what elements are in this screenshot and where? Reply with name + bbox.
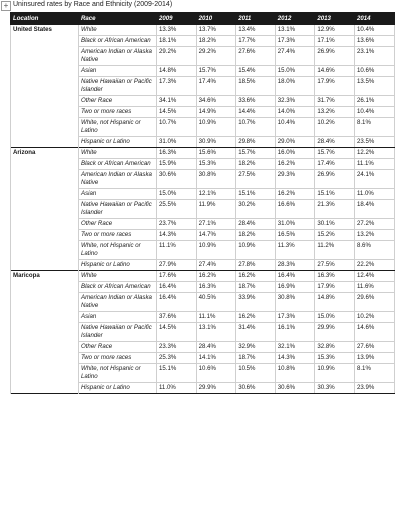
rate-cell: 23.1% — [354, 47, 394, 66]
rate-cell: 30.2% — [236, 200, 276, 219]
rate-cell: 13.2% — [315, 107, 355, 118]
rate-cell: 34.1% — [157, 96, 197, 107]
rate-cell: 16.0% — [275, 148, 315, 159]
rate-cell: 13.1% — [196, 323, 236, 342]
rate-cell: 10.2% — [315, 118, 355, 137]
rate-cell: 32.1% — [275, 342, 315, 353]
rate-cell: 11.6% — [354, 282, 394, 293]
header-year: 2014 — [354, 13, 394, 25]
rate-cell: 28.3% — [275, 260, 315, 271]
rate-cell: 14.8% — [157, 66, 197, 77]
race-cell: Asian — [79, 189, 157, 200]
rate-cell: 27.9% — [157, 260, 197, 271]
rate-cell: 17.4% — [315, 159, 355, 170]
rate-cell: 15.4% — [236, 66, 276, 77]
rate-cell: 17.9% — [315, 282, 355, 293]
rate-cell: 13.9% — [354, 353, 394, 364]
rate-cell: 10.9% — [315, 364, 355, 383]
race-cell: American Indian or Alaska Native — [79, 47, 157, 66]
rate-cell: 28.4% — [196, 342, 236, 353]
rate-cell: 32.8% — [315, 342, 355, 353]
rate-cell: 11.1% — [196, 312, 236, 323]
rate-cell: 15.6% — [196, 148, 236, 159]
rate-cell: 16.3% — [315, 271, 355, 282]
header-year: 2012 — [275, 13, 315, 25]
table-move-handle[interactable]: + — [1, 1, 11, 11]
rate-cell: 27.6% — [354, 342, 394, 353]
rate-cell: 10.5% — [236, 364, 276, 383]
rate-cell: 10.2% — [354, 312, 394, 323]
rate-cell: 13.3% — [157, 25, 197, 36]
rate-cell: 15.1% — [157, 364, 197, 383]
rate-cell: 12.1% — [196, 189, 236, 200]
rate-cell: 31.4% — [236, 323, 276, 342]
rate-cell: 26.9% — [315, 170, 355, 189]
rate-cell: 10.6% — [354, 66, 394, 77]
rate-cell: 17.3% — [275, 312, 315, 323]
rate-cell: 16.9% — [275, 282, 315, 293]
table-header — [11, 13, 395, 25]
race-cell: American Indian or Alaska Native — [79, 170, 157, 189]
race-cell: Native Hawaiian or Pacific Islander — [79, 200, 157, 219]
rate-cell: 21.3% — [315, 200, 355, 219]
rate-cell: 17.1% — [315, 36, 355, 47]
rate-cell: 23.9% — [354, 383, 394, 394]
rate-cell: 27.1% — [196, 219, 236, 230]
race-cell: White — [79, 271, 157, 282]
rate-cell: 24.1% — [354, 170, 394, 189]
rate-cell: 17.7% — [236, 36, 276, 47]
rate-cell: 27.4% — [196, 260, 236, 271]
rate-cell: 15.0% — [315, 312, 355, 323]
table-body — [11, 25, 395, 394]
rate-cell: 11.3% — [275, 241, 315, 260]
header-year: 2009 — [157, 13, 197, 25]
rate-cell: 29.3% — [275, 170, 315, 189]
document-page — [10, 12, 394, 394]
race-cell: White — [79, 148, 157, 159]
rate-cell: 27.8% — [236, 260, 276, 271]
uninsured-rates-table — [10, 12, 395, 394]
rate-cell: 8.6% — [354, 241, 394, 260]
race-cell: Black or African American — [79, 159, 157, 170]
race-cell: Native Hawaiian or Pacific Islander — [79, 323, 157, 342]
header-row — [11, 13, 395, 25]
race-cell: Two or more races — [79, 353, 157, 364]
rate-cell: 18.1% — [157, 36, 197, 47]
rate-cell: 22.2% — [354, 260, 394, 271]
rate-cell: 15.2% — [315, 230, 355, 241]
race-cell: Hispanic or Latino — [79, 137, 157, 148]
rate-cell: 14.4% — [236, 107, 276, 118]
rate-cell: 16.4% — [157, 293, 197, 312]
rate-cell: 18.2% — [236, 230, 276, 241]
rate-cell: 15.0% — [157, 189, 197, 200]
rate-cell: 15.7% — [236, 148, 276, 159]
header-year: 2013 — [315, 13, 355, 25]
race-cell: Asian — [79, 66, 157, 77]
rate-cell: 31.0% — [157, 137, 197, 148]
rate-cell: 11.2% — [315, 241, 355, 260]
rate-cell: 16.2% — [275, 189, 315, 200]
rate-cell: 8.1% — [354, 118, 394, 137]
rate-cell: 29.0% — [275, 137, 315, 148]
header-location: Location — [11, 13, 79, 25]
rate-cell: 27.4% — [275, 47, 315, 66]
rate-cell: 17.6% — [157, 271, 197, 282]
rate-cell: 30.1% — [315, 219, 355, 230]
rate-cell: 14.5% — [157, 323, 197, 342]
rate-cell: 13.4% — [236, 25, 276, 36]
rate-cell: 18.0% — [275, 77, 315, 96]
rate-cell: 26.1% — [354, 96, 394, 107]
rate-cell: 16.2% — [196, 271, 236, 282]
race-cell: Asian — [79, 312, 157, 323]
rate-cell: 27.5% — [236, 170, 276, 189]
rate-cell: 30.6% — [236, 383, 276, 394]
rate-cell: 27.6% — [236, 47, 276, 66]
rate-cell: 18.5% — [236, 77, 276, 96]
rate-cell: 30.3% — [315, 383, 355, 394]
rate-cell: 17.9% — [315, 77, 355, 96]
rate-cell: 10.7% — [236, 118, 276, 137]
table-row — [11, 271, 395, 282]
rate-cell: 10.7% — [157, 118, 197, 137]
rate-cell: 30.8% — [275, 293, 315, 312]
rate-cell: 15.9% — [157, 159, 197, 170]
rate-cell: 16.3% — [157, 148, 197, 159]
rate-cell: 27.5% — [315, 260, 355, 271]
table-caption: Uninsured rates by Race and Ethnicity (2009-2014) — [13, 1, 173, 8]
rate-cell: 23.5% — [354, 137, 394, 148]
race-cell: Other Race — [79, 96, 157, 107]
rate-cell: 33.9% — [236, 293, 276, 312]
rate-cell: 18.2% — [196, 36, 236, 47]
rate-cell: 15.7% — [196, 66, 236, 77]
rate-cell: 11.1% — [354, 159, 394, 170]
rate-cell: 16.2% — [275, 159, 315, 170]
header-year: 2011 — [236, 13, 276, 25]
rate-cell: 15.1% — [315, 189, 355, 200]
rate-cell: 13.1% — [275, 25, 315, 36]
race-cell: Black or African American — [79, 282, 157, 293]
rate-cell: 14.7% — [196, 230, 236, 241]
rate-cell: 28.4% — [236, 219, 276, 230]
location-cell: Maricopa — [11, 271, 79, 394]
race-cell: Other Race — [79, 342, 157, 353]
rate-cell: 32.3% — [275, 96, 315, 107]
rate-cell: 17.3% — [275, 36, 315, 47]
rate-cell: 17.3% — [157, 77, 197, 96]
rate-cell: 13.2% — [354, 230, 394, 241]
race-cell: White — [79, 25, 157, 36]
rate-cell: 10.8% — [275, 364, 315, 383]
rate-cell: 40.5% — [196, 293, 236, 312]
rate-cell: 10.6% — [196, 364, 236, 383]
rate-cell: 14.3% — [157, 230, 197, 241]
table-row — [11, 148, 395, 159]
rate-cell: 14.6% — [354, 323, 394, 342]
rate-cell: 29.8% — [236, 137, 276, 148]
rate-cell: 18.7% — [236, 353, 276, 364]
race-cell: Hispanic or Latino — [79, 260, 157, 271]
rate-cell: 30.6% — [157, 170, 197, 189]
rate-cell: 14.3% — [275, 353, 315, 364]
race-cell: Other Race — [79, 219, 157, 230]
rate-cell: 30.9% — [196, 137, 236, 148]
rate-cell: 26.9% — [315, 47, 355, 66]
rate-cell: 28.4% — [315, 137, 355, 148]
rate-cell: 10.4% — [275, 118, 315, 137]
race-cell: Two or more races — [79, 230, 157, 241]
rate-cell: 16.5% — [275, 230, 315, 241]
rate-cell: 27.2% — [354, 219, 394, 230]
rate-cell: 16.2% — [236, 312, 276, 323]
rate-cell: 14.9% — [196, 107, 236, 118]
rate-cell: 25.5% — [157, 200, 197, 219]
rate-cell: 17.4% — [196, 77, 236, 96]
rate-cell: 31.0% — [275, 219, 315, 230]
header-year: 2010 — [196, 13, 236, 25]
rate-cell: 33.6% — [236, 96, 276, 107]
rate-cell: 16.3% — [196, 282, 236, 293]
rate-cell: 14.1% — [196, 353, 236, 364]
rate-cell: 13.7% — [196, 25, 236, 36]
rate-cell: 18.4% — [354, 200, 394, 219]
rate-cell: 18.2% — [236, 159, 276, 170]
race-cell: White, not Hispanic or Latino — [79, 241, 157, 260]
rate-cell: 29.9% — [196, 383, 236, 394]
header-race: Race — [79, 13, 157, 25]
rate-cell: 34.6% — [196, 96, 236, 107]
rate-cell: 14.6% — [315, 66, 355, 77]
rate-cell: 16.4% — [275, 271, 315, 282]
rate-cell: 31.7% — [315, 96, 355, 107]
rate-cell: 14.0% — [275, 107, 315, 118]
location-cell: United States — [11, 25, 79, 148]
rate-cell: 15.1% — [236, 189, 276, 200]
rate-cell: 10.9% — [196, 118, 236, 137]
rate-cell: 12.9% — [315, 25, 355, 36]
rate-cell: 10.4% — [354, 25, 394, 36]
race-cell: Two or more races — [79, 107, 157, 118]
rate-cell: 13.6% — [354, 36, 394, 47]
rate-cell: 14.5% — [157, 107, 197, 118]
rate-cell: 10.4% — [354, 107, 394, 118]
rate-cell: 23.3% — [157, 342, 197, 353]
rate-cell: 29.6% — [354, 293, 394, 312]
rate-cell: 15.7% — [315, 148, 355, 159]
table-row — [11, 25, 395, 36]
rate-cell: 37.6% — [157, 312, 197, 323]
rate-cell: 29.2% — [196, 47, 236, 66]
rate-cell: 12.4% — [354, 271, 394, 282]
rate-cell: 13.5% — [354, 77, 394, 96]
rate-cell: 14.8% — [315, 293, 355, 312]
rate-cell: 32.9% — [236, 342, 276, 353]
race-cell: American Indian or Alaska Native — [79, 293, 157, 312]
rate-cell: 16.4% — [157, 282, 197, 293]
rate-cell: 15.3% — [196, 159, 236, 170]
rate-cell: 11.9% — [196, 200, 236, 219]
rate-cell: 11.1% — [157, 241, 197, 260]
rate-cell: 11.0% — [157, 383, 197, 394]
location-cell: Arizona — [11, 148, 79, 271]
race-cell: Hispanic or Latino — [79, 383, 157, 394]
rate-cell: 12.2% — [354, 148, 394, 159]
rate-cell: 15.0% — [275, 66, 315, 77]
rate-cell: 18.7% — [236, 282, 276, 293]
race-cell: White, not Hispanic or Latino — [79, 364, 157, 383]
rate-cell: 8.1% — [354, 364, 394, 383]
rate-cell: 25.3% — [157, 353, 197, 364]
rate-cell: 29.9% — [315, 323, 355, 342]
rate-cell: 16.6% — [275, 200, 315, 219]
rate-cell: 10.9% — [196, 241, 236, 260]
rate-cell: 16.1% — [275, 323, 315, 342]
rate-cell: 11.0% — [354, 189, 394, 200]
rate-cell: 23.7% — [157, 219, 197, 230]
rate-cell: 30.8% — [196, 170, 236, 189]
rate-cell: 16.2% — [236, 271, 276, 282]
race-cell: Black or African American — [79, 36, 157, 47]
rate-cell: 30.6% — [275, 383, 315, 394]
race-cell: Native Hawaiian or Pacific Islander — [79, 77, 157, 96]
rate-cell: 15.3% — [315, 353, 355, 364]
rate-cell: 29.2% — [157, 47, 197, 66]
rate-cell: 10.9% — [236, 241, 276, 260]
race-cell: White, not Hispanic or Latino — [79, 118, 157, 137]
